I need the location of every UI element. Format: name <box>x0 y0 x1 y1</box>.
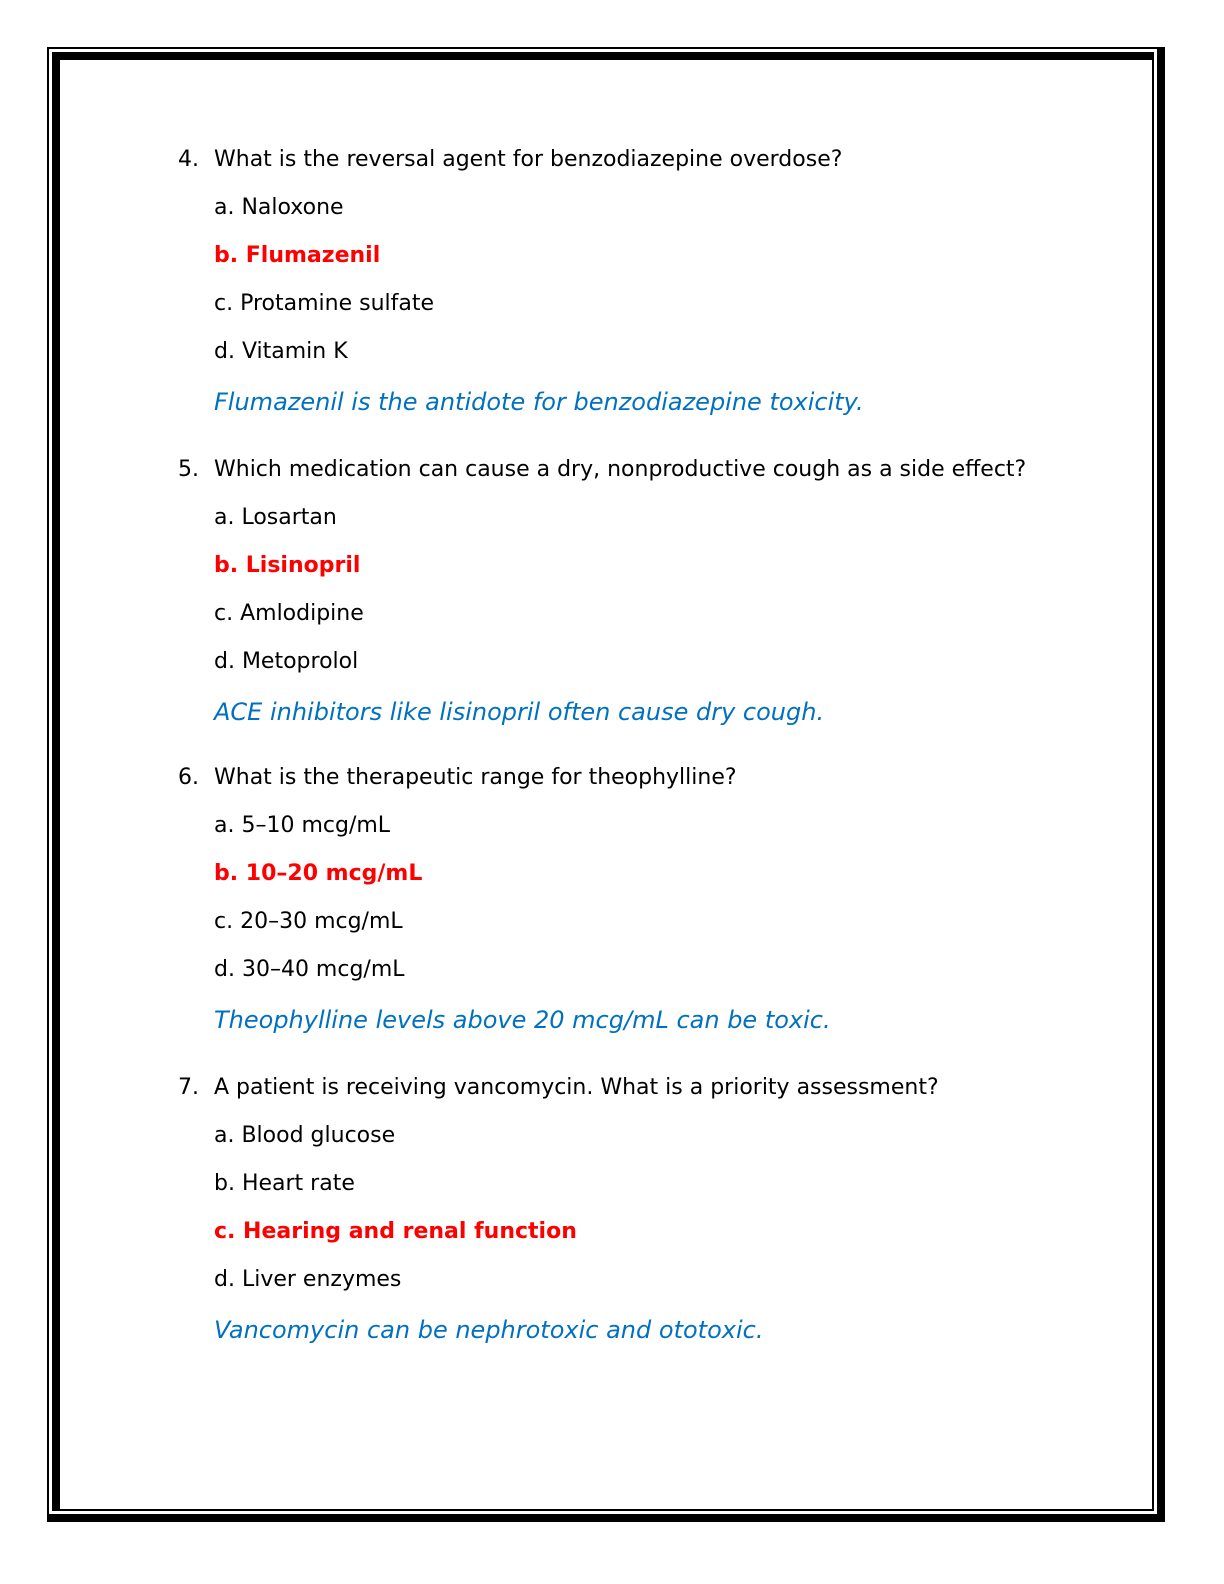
quiz-content <box>178 140 1078 1372</box>
rationale: Theophylline levels above 20 mcg/mL can be toxic. <box>214 1006 831 1034</box>
option-a: a. 5–10 mcg/mL <box>214 813 391 838</box>
option-b-correct: b. Flumazenil <box>214 243 381 268</box>
question-5 <box>178 450 1078 758</box>
option-d: d. 30–40 mcg/mL <box>214 957 405 982</box>
question-number: 6. <box>178 765 199 790</box>
option-a: a. Naloxone <box>214 195 344 220</box>
option-d: d. Vitamin K <box>214 339 348 364</box>
option-d: d. Liver enzymes <box>214 1267 402 1292</box>
question-stem <box>178 450 1078 498</box>
question-text: What is the reversal agent for benzodiazepine overdose? <box>214 147 843 172</box>
question-number: 5. <box>178 457 199 482</box>
question-text: Which medication can cause a dry, nonproductive cough as a side effect? <box>214 457 1027 482</box>
rationale: Flumazenil is the antidote for benzodiazepine toxicity. <box>214 388 864 416</box>
question-7 <box>178 1068 1078 1372</box>
option-a: a. Blood glucose <box>214 1123 396 1148</box>
question-text: What is the therapeutic range for theophylline? <box>214 765 737 790</box>
option-c: c. 20–30 mcg/mL <box>214 909 403 934</box>
rationale: ACE inhibitors like lisinopril often cause dry cough. <box>214 698 825 726</box>
rationale: Vancomycin can be nephrotoxic and ototoxic. <box>214 1316 764 1344</box>
question-text: A patient is receiving vancomycin. What is a priority assessment? <box>214 1075 939 1100</box>
question-4 <box>178 140 1078 450</box>
question-number: 4. <box>178 147 199 172</box>
question-stem <box>178 758 1078 806</box>
question-stem <box>178 140 1078 188</box>
question-stem <box>178 1068 1078 1116</box>
question-number: 7. <box>178 1075 199 1100</box>
option-c: c. Amlodipine <box>214 601 364 626</box>
option-a: a. Losartan <box>214 505 337 530</box>
option-b-correct: b. 10–20 mcg/mL <box>214 861 423 886</box>
question-6 <box>178 758 1078 1068</box>
option-b-correct: b. Lisinopril <box>214 553 361 578</box>
option-b: b. Heart rate <box>214 1171 355 1196</box>
option-d: d. Metoprolol <box>214 649 359 674</box>
option-c: c. Protamine sulfate <box>214 291 435 316</box>
option-c-correct: c. Hearing and renal function <box>214 1219 577 1244</box>
